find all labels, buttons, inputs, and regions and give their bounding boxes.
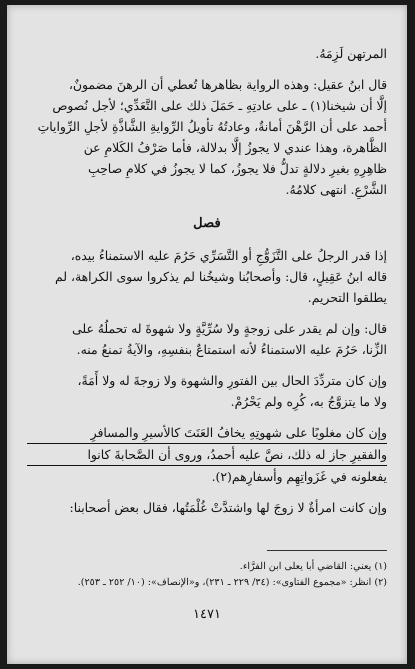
text-line: إذا قدر الرجلُ على التَّزَوُّجِ أو التَّسَرِّي حَرُمَ عليه الاستمناءُ بيده،	[70, 248, 387, 263]
text-line: الزِّنا، حَرُمَ عليه الاستمناءُ لأنه استمتاعٌ بنفسِهِ، والآيةُ تمنعُ منه.	[76, 342, 387, 357]
text-line: قاله ابنُ عَقِيلٍ، قال: وأصحابُنا وشيخُنا لم يذكروا سوى الكراهة، لم	[55, 269, 387, 284]
page-number: ١٤٧١	[193, 607, 221, 622]
text-line: والفقيرِ جاز له ذلك، نصَّ عليه أحمدُ، وروى أن الصَّحابةَ كانوا	[27, 444, 387, 466]
text-line: أحمد على أن الرَّهْنَ أمانةٌ، وعادتُهُ تأويلُ الرِّوايةِ الشَّاذَّةِ لأجلِ الرِّواياتِ	[37, 119, 387, 134]
text-line: يطلقوا التحريم.	[307, 290, 387, 305]
text-line: وإن كان مغلوبًا على شهوتِهِ يخافُ العَنَتَ كالأسيرِ والمسافرِ	[27, 422, 387, 444]
book-page	[7, 5, 407, 664]
footnotes	[27, 550, 387, 591]
text-line: الظَّاهرة، وهذا عندي لا يجوزُ إلَّا بدلالة، فأما صَرْفُ الكَلامِ عن	[83, 140, 387, 155]
text-line: يفعلونه في غَزَواتِهِم وأسفارِهم(٢).	[211, 469, 387, 484]
footnote-divider	[267, 550, 387, 551]
text-line: ظاهِرِهِ بغيرِ دلالةٍ تدلُّ فلا يجوزُ، كما لا يجوزُ في كلامِ صاحِبِ	[87, 161, 387, 176]
text-line: إلَّا أن شيخنا(١) ـ على عادتِهِ ـ حَمَلَ ذلك على التَّعَدِّي؛ لأجل نُصوص	[52, 98, 387, 113]
text-line: قال ابنُ عقيل: وهذه الرواية بظاهرها تُعطي أن الرهنَ مضمونٌ،	[68, 77, 387, 92]
main-text	[27, 43, 387, 518]
text-line: المرتهن لَزِمَهُ.	[315, 46, 387, 61]
text-line: ولا ما يتزوَّجُ به، كُرِه ولم يَحْرُمْ.	[230, 394, 387, 409]
text-line: الشَّرْعِ. انتهى كلامُهُ.	[285, 182, 387, 197]
text-line: وإن كانت امرأةٌ لا زوجَ لها واشتدَّتْ غُلْمَتُها، فقال بعض أصحابنا:	[69, 500, 387, 515]
footnote: (٢) انظر: «مجموع الفتاوى»: (٣٤/ ٢٢٩ ـ ٢٣١)، و«الإنصاف»: (١٠/ ٢٥٢ ـ ٢٥٣).	[77, 577, 387, 588]
footnote: (١) يعني: القاضي أبا يعلى ابن الفرَّاء.	[239, 561, 387, 572]
text-line: وإن كان متردِّدَ الحال بين الفتورِ والشهوة ولا زوجةَ له ولا أَمَةً،	[77, 373, 387, 388]
section-heading: فصل	[193, 216, 221, 231]
text-line: قال: وإن لم يقدر على زوجةٍ ولا سُرِّيَّةٍ ولا شهوةَ له تحملُهُ على	[72, 321, 387, 336]
